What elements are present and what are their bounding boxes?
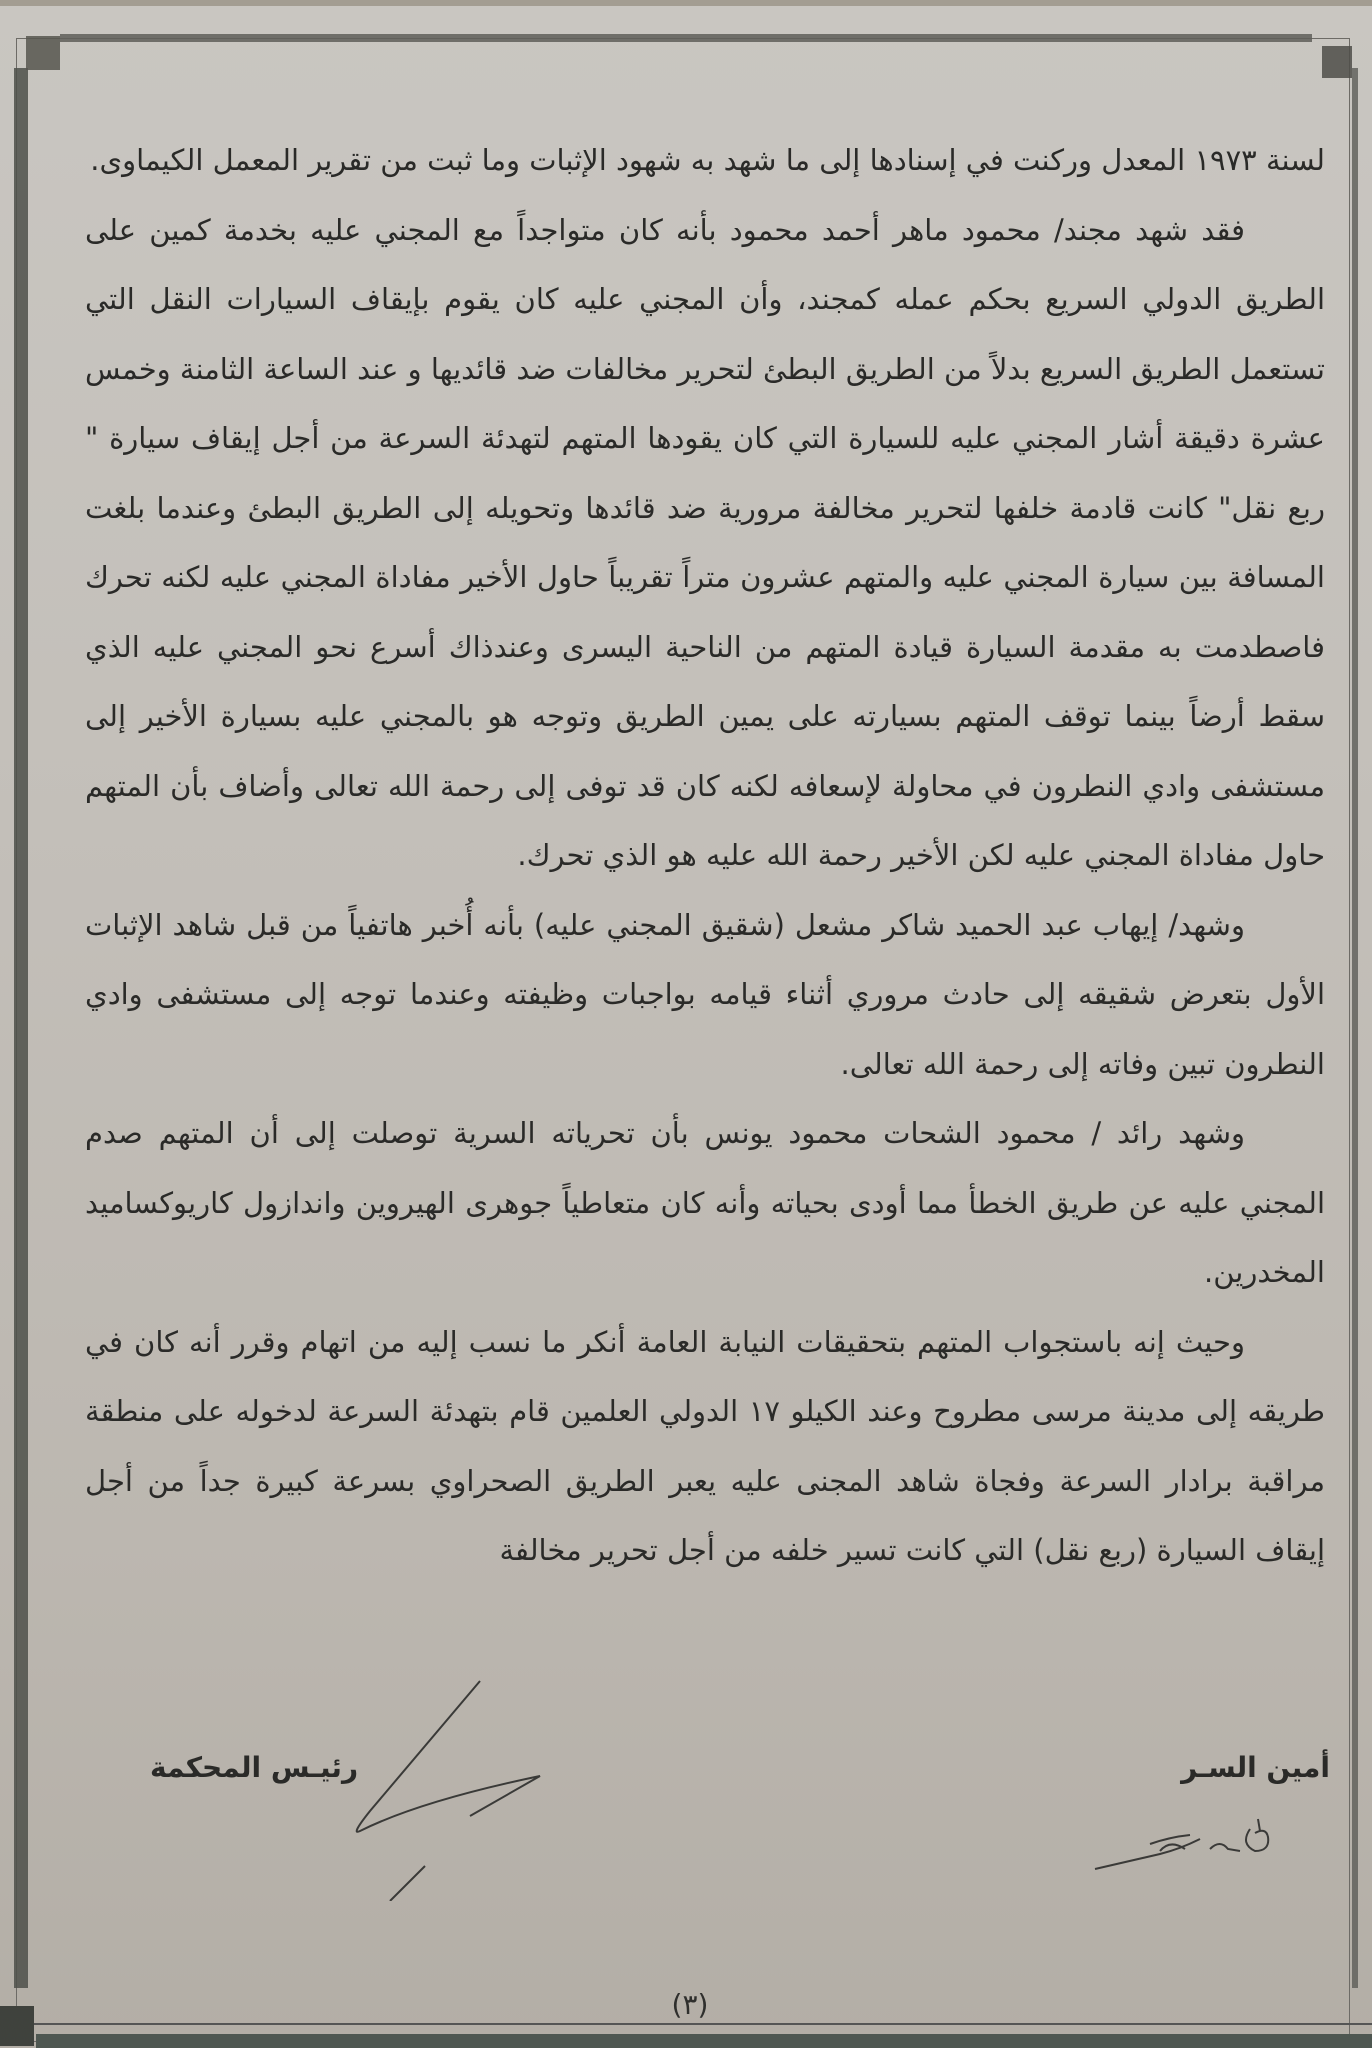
border-bottom-bar bbox=[36, 2034, 1372, 2048]
document-page bbox=[0, 6, 1372, 2048]
border-corner-bottom-left bbox=[0, 2006, 34, 2046]
court-president-label: رئيـس المحكمة bbox=[150, 1751, 359, 1784]
paragraph-4-witness-3: وشهد رائد / محمود الشحات محمود يونس بأن تحرياته السرية توصلت إلى أن المتهم صدم المجني عليه عن طريق الخطأ مما أودى بحياته وأنه كان متعاطياً جوهرى الهيروين واندازول كاريوكساميد المخدرين. bbox=[85, 1116, 1325, 1289]
signature-block bbox=[150, 1751, 1330, 1871]
border-right-bar bbox=[1352, 68, 1358, 1988]
page-number: (٣) bbox=[671, 1988, 709, 2021]
paragraph-3-witness-2: وشهد/ إيهاب عبد الحميد شاكر مشعل (شقيق المجني عليه) بأنه أُخبر هاتفياً من قبل شاهد الإثبات الأول بتعرض شقيقه إلى حادث مروري أثناء قيامه بواجبات وظيفته وعندما توجه إلى مستشفى وادي النطرون تبين وفاته إلى رحمة الله تعالى. bbox=[85, 907, 1325, 1081]
court-president-signature-icon bbox=[250, 1671, 590, 1901]
paragraph-5-interrogation: وحيث إنه باستجواب المتهم بتحقيقات النيابة العامة أنكر ما نسب إليه من اتهام وقرر أنه كان في طريقه إلى مدينة مرسى مطروح وعند الكيلو ١٧ الدولي العلمين قام بتهدئة السرعة لدخوله على منطقة مراقبة برادار السرعة وفجاة شاهد المجنى عليه يعبر الطريق الصحراوي بسرعة كبيرة جداً من أجل إيقاف السيارة (ربع نقل) التي كانت تسير خلفه من أجل تحرير مخالفة bbox=[85, 1324, 1325, 1567]
judgment-body bbox=[85, 126, 1325, 1586]
border-top-bar bbox=[60, 34, 1312, 42]
border-corner-top-left bbox=[26, 36, 60, 70]
border-corner-top-right bbox=[1322, 46, 1352, 78]
paragraph-1: لسنة ١٩٧٣ المعدل وركنت في إسنادها إلى ما شهد به شهود الإثبات وما ثبت من تقرير المعمل الكيماوى. bbox=[90, 143, 1325, 177]
border-left-bar bbox=[14, 68, 28, 1988]
secretary-label: أمين السـر bbox=[1181, 1751, 1330, 1784]
secretary-signature-icon bbox=[1090, 1809, 1290, 1879]
border-bottom-line bbox=[10, 2023, 1372, 2025]
paragraph-2-witness-1: فقد شهد مجند/ محمود ماهر أحمد محمود بأنه كان متواجداً مع المجني عليه بخدمة كمين على الطريق الدولي السريع بحكم عمله كمجند، وأن المجني عليه كان يقوم بإيقاف السيارات النقل التي تستعمل الطريق السريع بدلاً من الطريق البطئ لتحرير مخالفات ضد قائديها و عند الساعة الثامنة وخمس عشرة دقيقة أشار المجني عليه للسيارة التي كان يقودها المتهم لتهدئة السرعة من أجل إيقاف سيارة " ربع نقل" كانت قادمة خلفها لتحرير مخالفة مرورية ضد قائدها وتحويله إلى الطريق البطئ وعندما بلغت المسافة بين سيارة المجني عليه والمتهم عشرون متراً تقريباً حاول الأخير مفاداة المجني عليه لكنه تحرك فاصطدمت به مقدمة السيارة قيادة المتهم من الناحية اليسرى وعندذاك أسرع نحو المجني عليه الذي سقط أرضاً بينما توقف المتهم بسيارته على يمين الطريق وتوجه هو بالمجني عليه بسيارة الأخير إلى مستشفى وادي النطرون في محاولة لإسعافه لكنه كان قد توفى إلى رحمة الله تعالى وأضاف بأن المتهم حاول مفاداة المجني عليه لكن الأخير رحمة الله عليه هو الذي تحرك. bbox=[85, 212, 1325, 872]
